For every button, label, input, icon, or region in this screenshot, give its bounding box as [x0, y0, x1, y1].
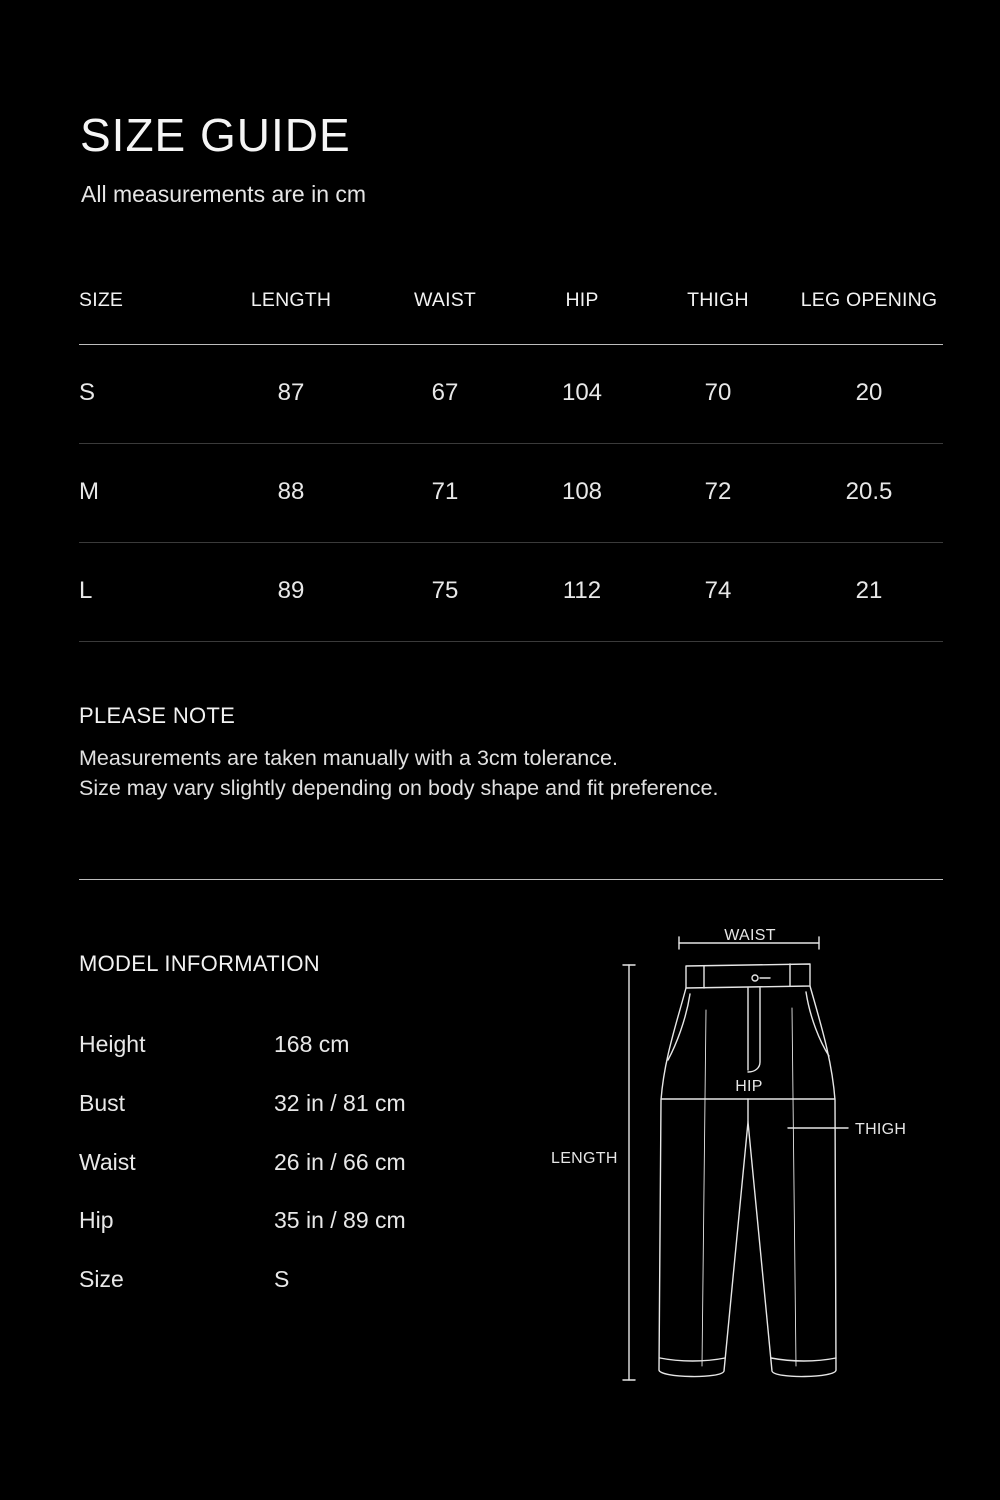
pants-measurement-diagram — [540, 915, 940, 1395]
cell-hip: 112 — [562, 577, 602, 604]
cell-waist: 67 — [431, 379, 459, 406]
model-info-label: Bust — [79, 1090, 126, 1116]
cell-length: 89 — [277, 577, 305, 604]
cell-length: 87 — [277, 379, 305, 406]
model-info-value: 26 in / 66 cm — [274, 1149, 406, 1175]
thigh-label: THIGH — [855, 1121, 907, 1138]
cell-length: 88 — [277, 478, 305, 505]
cell-leg-opening: 21 — [855, 577, 883, 604]
note-title: PLEASE NOTE — [79, 703, 236, 728]
model-info-label: Size — [79, 1266, 124, 1292]
cell-size: M — [79, 478, 99, 505]
page-subtitle: All measurements are in cm — [81, 181, 367, 207]
cell-size: L — [79, 577, 93, 604]
model-info-row — [79, 1090, 499, 1120]
cell-hip: 104 — [561, 379, 603, 406]
table-header-row — [79, 268, 943, 345]
cell-waist: 71 — [431, 478, 459, 505]
size-table — [79, 268, 943, 642]
cell-leg-opening: 20 — [855, 379, 883, 406]
column-header-length: LENGTH — [250, 289, 332, 311]
model-info-row — [79, 1031, 499, 1061]
page-title: SIZE GUIDE — [80, 109, 351, 161]
cell-hip: 108 — [561, 478, 603, 505]
model-info-value: 32 in / 81 cm — [274, 1090, 406, 1116]
section-divider — [79, 879, 943, 880]
cell-thigh: 72 — [704, 478, 732, 505]
pants-diagram-svg — [540, 915, 940, 1395]
model-info-row — [79, 1266, 499, 1296]
cell-leg-opening: 20.5 — [845, 478, 893, 505]
waist-label: WAIST — [724, 927, 776, 944]
model-info-row — [79, 1207, 499, 1237]
table-row — [79, 444, 943, 543]
column-header-leg-opening: LEG OPENING — [800, 289, 938, 311]
table-row — [79, 543, 943, 642]
model-info-title: MODEL INFORMATION — [79, 951, 320, 976]
table-row — [79, 345, 943, 444]
column-header-hip: HIP — [565, 289, 599, 311]
note-line: Measurements are taken manually with a 3cm tolerance. — [79, 746, 618, 770]
model-info-value: S — [274, 1266, 290, 1292]
cell-size: S — [79, 379, 96, 406]
model-info-value: 168 cm — [274, 1031, 350, 1057]
cell-thigh: 74 — [704, 577, 732, 604]
note-line: Size may vary slightly depending on body shape and fit preference. — [79, 776, 719, 800]
model-info-row — [79, 1149, 499, 1179]
length-label: LENGTH — [551, 1150, 618, 1167]
model-info-label: Waist — [79, 1149, 136, 1175]
column-header-thigh: THIGH — [687, 289, 749, 311]
cell-thigh: 70 — [704, 379, 732, 406]
model-info-label: Height — [79, 1031, 146, 1057]
hip-label: HIP — [735, 1078, 763, 1095]
model-info-value: 35 in / 89 cm — [274, 1207, 406, 1233]
button-icon — [752, 975, 758, 981]
column-header-size: SIZE — [79, 289, 124, 311]
column-header-waist: WAIST — [413, 289, 477, 311]
model-info-label: Hip — [79, 1207, 114, 1233]
cell-waist: 75 — [431, 577, 459, 604]
